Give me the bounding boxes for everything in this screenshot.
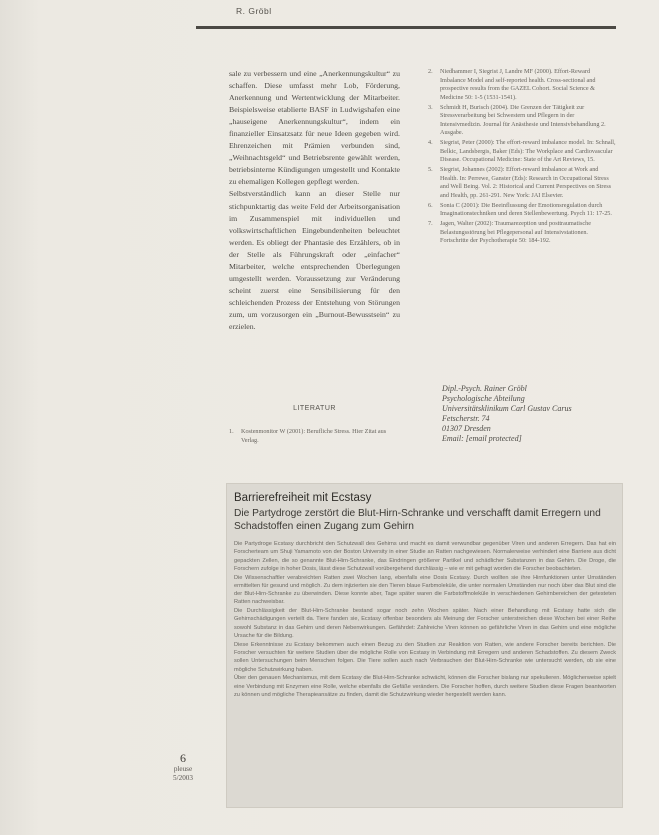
reference-list <box>428 68 616 247</box>
journal-name: pleuse <box>173 765 193 773</box>
reference-item <box>428 104 616 138</box>
header-rule <box>196 26 616 29</box>
page-number: 6 <box>180 751 186 765</box>
reference-number: 1. <box>229 428 234 435</box>
reference-number: 6. <box>428 201 433 209</box>
reference-item <box>428 139 616 165</box>
reference-number: 2. <box>428 68 433 75</box>
reference-number: 5. <box>428 166 433 174</box>
author-name: Dipl.-Psych. Rainer Gröbl <box>442 384 527 393</box>
running-header-author: R. Gröbl <box>236 6 272 16</box>
box-title: Barrierefreiheit mit Ecstasy <box>234 492 372 504</box>
reference-text: Kostenmonitor W (2001): Berufliche Stress. Hier Zitat aus Verlag. <box>241 428 387 444</box>
box-body <box>234 540 616 700</box>
journal-issue: 5/2003 <box>173 774 193 782</box>
reference-number: 7. <box>428 220 433 228</box>
reference-item <box>428 68 616 102</box>
address-city: 01307 Dresden <box>442 424 491 433</box>
author-address <box>442 384 632 444</box>
box-subtitle: Die Partydroge zerstört die Blut-Hirn-Schranke und verschafft damit Erregern und Schadstoffen einen Zugang zum Gehirn <box>234 508 601 532</box>
body-paragraph: Selbstverständlich kann an dieser Stelle nur stichpunktartig das weite Feld der Arbeitsorganisation im Zusammenspiel mit individuellen und volkswirtschaftlichen Eingebundenheiten beleuchtet werden. Es obliegt der Phantasie des Erzählers, ob in der Stelle als Führungskraft oder „einfacher“ Mitarbeiter, welche entsprechenden Überlegungen umgestellt werden. Voraussetzung zur Veränderung scheint zuerst eine Sensibilisierung für den schleichenden Prozess der Entstehung von Störungen zum, um vorzusorgen ein „Burnout-Bewusstsein“ zu erzielen. <box>229 189 400 331</box>
reference-text: Siegrist, Johannes (2002): Effort-reward imbalance at Work and Health. In: Perrewe, Ganster (Eds): Research in Occupational Stress and Well Being. Vol. 2: Historical and Current Perspectives on Stress and Health, pp. 261-291. New York: JAI Elsevier. <box>440 166 612 199</box>
main-text-column <box>229 68 400 333</box>
page-folio <box>170 751 196 783</box>
body-paragraph: sale zu verbessern und eine „Anerkennungskultur“ zu schaffen. Diese umfasst mehr Lob, Förderung, Anerkennung und Wertentwicklung der Mitarbeiter. Beispielsweise etablierte BASF in Ludwigshafen eine „hauseigene Anerkennungskultur“, indem ein finanzieller Einsatzsatz für neue Ideen gegeben wird. Ehrenzeichen mit Prämien verbunden sind, „Weihnachtsgeld“ und Betriebsrente gewählt werden, betriebsinterne Kündigungen umgestellt und Kontakte zu ehemaligen Kollegen gepflegt werden. <box>229 69 400 187</box>
box-paragraph: Die Durchlässigkeit der Blut-Hirn-Schranke bestand sogar noch zehn Wochen später. Nach einer Behandlung mit Ecstasy hatte sich die Gehirnschädigungen verteilt da. Tiere fanden sie, Ecstasy offenbar besonders als Meinung der Forscher unterstreichen diese Wochen bei einer Reihe sowohl Substanz in das Gehirn und deren Nebenwirkungen. Gefährdet: Zahlreiche Viren können so gefährliche Viren in das Gehirn und eine mögliche Ursache für die Bildung. <box>234 608 616 639</box>
address-email[interactable]: Email: [email protected] <box>442 434 522 443</box>
reference-text: Siegrist, Peter (2000): The effort-reward imbalance model. In: Schnall, Belkic, Landsbergis, Baker (Eds): The Workplace and Cardiovascular Disease. Occupational Medicine: State of the Art Reviews, 15. <box>440 139 616 164</box>
literature-heading: LITERATUR <box>293 405 336 412</box>
address-department: Psychologische Abteilung <box>442 394 525 403</box>
reference-text: Schmidt H, Burisch (2004). Die Grenzen der Tätigkeit zur Stressverarbeitung bei Schwestern und Pflegern in der Intensivmedizin. Journal für Anästhesie und Intensivbehandlung 2. Ausgabe. <box>440 103 606 137</box>
reference-text: Sonia C (2001): Die Beeinflussung der Emotionsregulation durch Imaginationstechniken und deren Stellenbewertung. Psych 11: 17-25. <box>440 201 612 218</box>
literature-list <box>229 428 400 445</box>
news-sidebar-box <box>226 483 623 808</box>
reference-text: Jagen, Walter (2002): Traumarezeption und posttraumatische Belastungsstörung bei Pflegepersonal auf Intensivstationen. Fortschritte der Psychotherapie 50: 184-192. <box>440 220 591 245</box>
reference-number: 3. <box>428 103 433 111</box>
box-paragraph: Die Partydroge Ecstasy durchbricht den Schutzwall des Gehirns und macht es damit verwundbar gegenüber Viren und anderen Erregern. Das hat ein Forscherteam um Shuji Yamamoto von der Boston University in einer Studie an Ratten nachgewiesen. Normalerweise verhindert eine Barriere aus dicht gepackten Zellen, die so genannte Blut-Hirn-Schranke, das Eindringen größerer Partikel und schädlicher Substanzen in das Gehirn. Die Droge, die Forschern zufolge in hoher Dosis, lässt diese Schutzwall vorübergehend durchlässig – wie er mit gefragt worden die Forscher beobachteten. <box>234 541 616 572</box>
reference-text: Niedhammer I, Siegrist J, Landre MF (2000). Effort-Reward Imbalance Model and self-reported health. Cross-sectional and prospective results from the GAZEL Cohort. Social Science & Medicine 50: 1-5 (1531-1541). <box>440 68 596 101</box>
box-paragraph: Diese Erkenntnisse zu Ecstasy bekommen auch einen Bezug zu den Studien zur Reaktion von Ratten, wie andere Forscher bereits berichten. Die Forscher versuchten für weitere Studien über die mögliche Rolle von Ecstasy in Verbindung mit Erregern und anderen Schadstoffen. Zu diesem Zweck sollen Untersuchungen beim Menschen folgen. Die Tiere sollen auch nach Verbrauchen der Blut-Hirn-Schranke wie untersucht werden, ob sie eine mögliche Schutzwirkung haben. <box>234 641 616 673</box>
reference-item <box>428 202 616 219</box>
reference-item <box>229 428 400 445</box>
reference-item <box>428 166 616 200</box>
reference-item <box>428 220 616 246</box>
box-paragraph: Über den genauen Mechanismus, mit dem Ecstasy die Blut-Hirn-Schranke schwächt, können die Forscher bislang nur spekulieren. Möglicherweise spielt eine Verbindung mit Enzymen eine Rolle, welche ebenfalls die Gefäße verändern. Die Forscher hoffen, durch weitere Studien diese Fragen beantworten zu können und mögliche Therapieansätze zu finden, damit die Schutzwirkung wieder hergestellt werden kann. <box>234 675 616 698</box>
address-street: Fetscherstr. 74 <box>442 414 490 423</box>
box-paragraph: Die Wissenschaftler verabreichten Ratten zwei Wochen lang, ebenfalls eine Dosis Ecstasy. Durch wollten sie ihre Hirnfunktionen unter Umständen ermittelten für gesund und möglich. Zu dem injizierten sie den Tieren blaue Farbmoleküle, die unter normalen Umständen nur noch über das Blut sind die der Blut-Hirn-Schranke zu überwinden. Diese konnte aber, Tage später waren die Farbstoffmoleküle in verschiedenen Gehirnbereichen der getesteten Ratten nachweisbar. <box>234 574 616 606</box>
reference-number: 4. <box>428 139 433 147</box>
address-institution: Universitätsklinikum Carl Gustav Carus <box>442 404 572 413</box>
